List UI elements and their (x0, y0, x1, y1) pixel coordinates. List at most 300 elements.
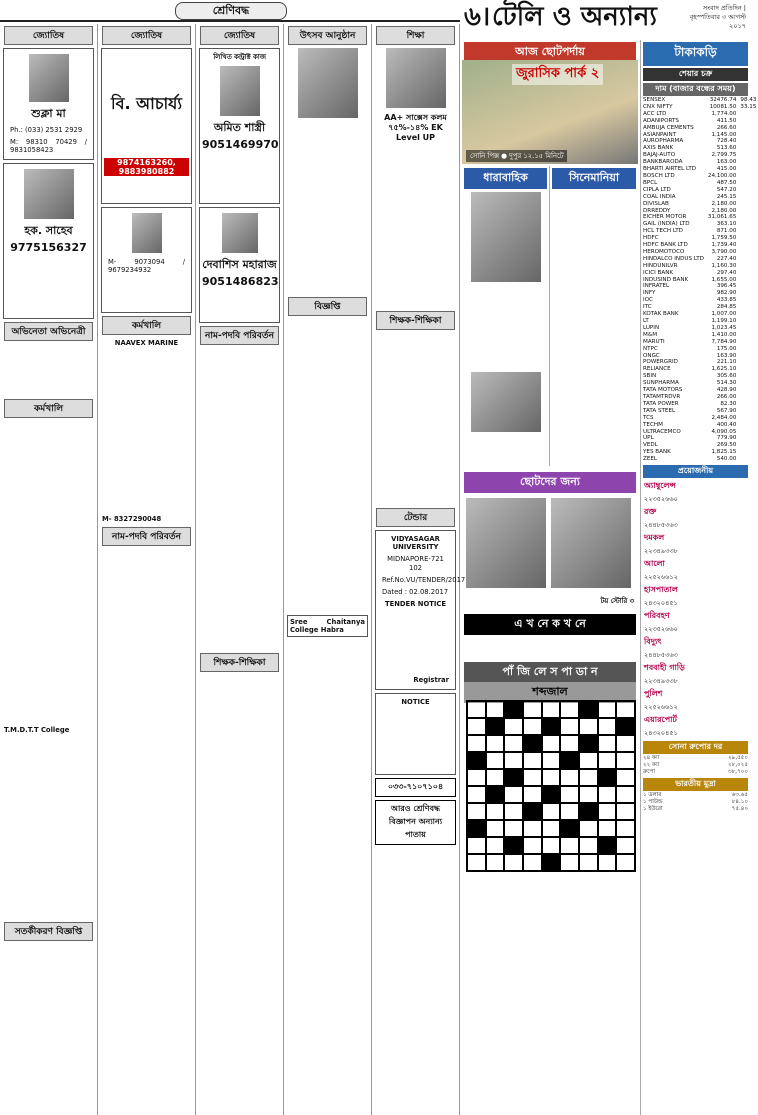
market-heading: শেয়ার চক্র (643, 68, 748, 81)
gold-row (641, 762, 750, 769)
kids-heading: ছোটদের জন্য (464, 472, 636, 493)
stock-row-cell: 982.90 (716, 290, 737, 297)
stock-row-cell: TECHM (643, 421, 663, 428)
stock-row-cell (738, 325, 758, 332)
currency-row (641, 792, 750, 799)
stock-row-cell: COAL INDIA (643, 193, 676, 200)
stock-row-cell: 32476.74 (709, 97, 737, 103)
stock-row-cell: 1,023.45 (711, 324, 737, 331)
notice-body (284, 318, 371, 612)
stock-row-cell: 2,484.00 (711, 414, 737, 421)
stock-row-cell (738, 145, 758, 152)
stock-row-cell: 1,160.30 (711, 262, 737, 269)
astrologer-photo-3 (220, 66, 260, 116)
stock-row (641, 235, 758, 242)
stock-row (641, 125, 758, 132)
stock-row-cell: 227.40 (716, 255, 737, 262)
stock-row-cell (738, 422, 758, 429)
stock-row (641, 449, 758, 456)
stock-row-cell: YES BANK (643, 449, 671, 456)
stock-row (641, 118, 758, 125)
stock-row-cell: 1,410.00 (711, 331, 737, 338)
crossword-grid (466, 700, 636, 872)
gold-row-cell: রুপো (643, 768, 655, 775)
stock-row-cell: 400.40 (716, 421, 737, 428)
section-title: শ্রেণিবদ্ধ (175, 2, 287, 20)
written-contract: লিখিত কন্ট্রাক্ট কাজ (213, 53, 266, 61)
currency-heading: ভারতীয় মুদ্রা (643, 778, 748, 791)
astro-ad-1 (3, 48, 94, 160)
stock-row-cell: 305.60 (716, 373, 737, 380)
stock-row-cell (738, 242, 758, 249)
stock-row-cell: VEDL (643, 442, 658, 449)
stock-row-cell: TATA MOTORS (643, 387, 683, 394)
jobs-heading-2: কর্মখালি (102, 316, 191, 335)
notice-heading: বিজ্ঞপ্তি (288, 297, 367, 316)
stock-row-cell (738, 449, 758, 456)
stock-row-cell: AXIS BANK (643, 145, 674, 152)
stock-row-cell (738, 442, 758, 449)
stock-row-cell: 10081.50 (709, 103, 737, 110)
cinema-heading: সিনেমানিয়া (552, 168, 636, 189)
stock-row-cell: AMBUJA CEMENTS (643, 124, 694, 131)
stock-row-cell: RELIANCE (643, 366, 671, 373)
useful-phone: ২৪৪৮৫৩৬৩ (644, 521, 678, 530)
now-heading: এ খ নে ক খ নে (464, 614, 636, 635)
stock-row-cell: LUPIN (643, 324, 660, 331)
stock-row (641, 256, 758, 263)
stock-row-cell (738, 138, 758, 145)
stock-row (641, 415, 758, 422)
serial-listing (462, 285, 549, 369)
page-title: টেলি ও অন্যান্য (492, 2, 657, 32)
astrologer-photo (29, 54, 69, 102)
gold-row (641, 755, 750, 762)
stock-row-cell: 245.15 (716, 193, 737, 200)
stock-row-cell: CIPLA LTD (643, 186, 671, 193)
stock-row-cell: 513.60 (716, 145, 737, 152)
column-2 (98, 24, 196, 1115)
naavex-phone: M- 8327290048 (102, 515, 162, 524)
education-promo: AA+ সাক্সেস কলম ৭৫%-১৪% EK Level UP (384, 113, 447, 142)
movie-title: জুরাসিক পার্ক ২ (512, 64, 603, 85)
tender-notice-body (378, 610, 453, 674)
ad2-name: হক. সাহেব (24, 223, 73, 237)
useful-category: হাসপাতাল (644, 585, 678, 595)
useful-category: রক্ত (644, 507, 657, 517)
jyotish-heading-3: জ্যোতিষ (200, 26, 279, 45)
column-4 (284, 24, 372, 1115)
stock-row-cell: 540.00 (716, 456, 737, 463)
astro-ad-debashis (199, 207, 280, 323)
stock-row (641, 290, 758, 297)
stock-row (641, 187, 758, 194)
stock-row (641, 359, 758, 366)
astro-ad-2 (3, 163, 94, 319)
astrologer-photo-2 (132, 213, 162, 253)
stock-row-cell (738, 297, 758, 304)
jyotish-heading-2: জ্যোতিষ (102, 26, 191, 45)
actors-body (0, 343, 97, 397)
stock-row-cell (738, 283, 758, 290)
kids-photo-1 (466, 498, 546, 588)
gold-row-cell: ২৪ ক্যা (643, 755, 660, 762)
stock-row-cell: 396.45 (716, 283, 737, 290)
stock-row-cell (738, 173, 758, 180)
gold-row-cell: ২৮,০২৫ (728, 761, 748, 768)
tender-date: Dated : 02.08.2017 (382, 588, 449, 597)
stock-row-cell: 728.40 (716, 138, 737, 145)
gold-row-cell: ২৯,৫৫০ (728, 755, 748, 762)
stock-row-cell: 363.10 (716, 221, 737, 228)
stock-row-cell: 297.40 (716, 269, 737, 276)
name-change-body-3 (196, 347, 283, 651)
astro-ad-2b (101, 207, 192, 313)
stock-row (641, 270, 758, 277)
stock-row (641, 456, 758, 463)
date-line: সংবাদ প্রতিদিন | বৃহস্পতিবার ৩ আগস্ট ২০১৭ (689, 4, 746, 30)
education-body (372, 145, 459, 309)
stock-row-cell (738, 359, 758, 366)
currency-row (641, 799, 750, 806)
stock-row-cell (738, 366, 758, 373)
serial-heading: ধারাবাহিক (464, 168, 547, 189)
stock-row-cell: 547.20 (716, 186, 737, 193)
useful-heading: প্রয়োজনীয় (643, 465, 748, 478)
stock-row-cell: 163.90 (716, 352, 737, 359)
stock-row (641, 201, 758, 208)
stock-row-cell: 779.90 (716, 435, 737, 442)
stock-row-cell (738, 187, 758, 194)
stock-row (641, 208, 758, 215)
useful-phone: ২২৩৫২৬৬০ (644, 495, 678, 504)
crossword-heading: পাঁ জি লে স পা ডা ন (464, 662, 636, 683)
stock-row-cell (738, 401, 758, 408)
stock-row-cell (738, 111, 758, 118)
teacher-body-3 (196, 674, 283, 978)
stock-row-cell: ASIANPAINT (643, 131, 677, 138)
teacher-heading-3: শিক্ষক-শিক্ষিকা (200, 653, 279, 672)
cinema-section (550, 166, 638, 466)
stock-row-cell: TATA STEEL (643, 407, 676, 414)
stock-row-cell: SENSEX (643, 97, 666, 103)
stock-row-cell (738, 208, 758, 215)
stock-row-cell (738, 339, 758, 346)
stock-row-cell: 284.85 (716, 304, 737, 311)
stock-row-cell (738, 290, 758, 297)
stock-row (641, 277, 758, 284)
stock-row-cell: BOSCH LTD (643, 172, 675, 179)
stock-row-cell: ICICI BANK (643, 269, 674, 276)
stock-row-cell (738, 373, 758, 380)
stock-row (641, 180, 758, 187)
stock-row (641, 429, 758, 436)
event-heading: উৎসব আনুষ্ঠান (288, 26, 367, 45)
debashis-name: দেবাশিস মহারাজ (202, 258, 277, 271)
stock-row-cell: SUNPHARMA (643, 380, 679, 387)
stock-row-cell (738, 408, 758, 415)
stock-row-cell (738, 263, 758, 270)
stock-row-cell (738, 194, 758, 201)
stock-row-cell: INDUSIND BANK (643, 276, 689, 283)
stock-row-cell: 2,180.00 (711, 207, 737, 214)
college-ad: Sree Chaitanya College Habra (287, 615, 368, 637)
stock-row-cell (738, 221, 758, 228)
sidebar-brand: টাকাকড়ি (643, 42, 748, 66)
stock-row-cell: 487.50 (716, 179, 737, 186)
stock-row (641, 339, 758, 346)
column-5 (372, 24, 466, 1115)
university-tender (375, 530, 466, 690)
stock-row-cell: HCL TECH LTD (643, 228, 683, 235)
currency-table (641, 792, 750, 813)
stock-row-cell: IOC (643, 297, 653, 304)
name-change-heading: নাম-পদবি পরিবর্তন (102, 527, 191, 546)
name-change-heading-3: নাম-পদবি পরিবর্তন (200, 326, 279, 345)
stock-row-cell: CNX NIFTY (643, 103, 673, 110)
stock-row-cell: INFY (643, 290, 656, 297)
stock-row-cell (738, 214, 758, 221)
advertiser-photo (24, 169, 74, 219)
stock-row-cell: 221.10 (716, 359, 737, 366)
stock-row-cell (738, 415, 758, 422)
column-3 (196, 24, 284, 1115)
stock-row-cell: M&M (643, 331, 658, 338)
stock-row-cell: 7,784.90 (711, 338, 737, 345)
stock-row (641, 111, 758, 118)
stock-row-cell: TATA POWER (643, 400, 679, 407)
currency-row-cell: ৬৩.৬৫ (731, 791, 748, 798)
stock-row-cell: DIVISLAB (643, 200, 669, 207)
currency-row-cell: ১ ডলার (643, 791, 662, 798)
today-on-tv (462, 40, 638, 60)
stock-row (641, 332, 758, 339)
crossword-clues (462, 880, 640, 1104)
stock-row (641, 366, 758, 373)
ad2-phone: 9775156327 (10, 240, 87, 254)
stock-row-cell: 266.00 (716, 393, 737, 400)
stock-row-cell (738, 201, 758, 208)
stock-row-cell: 24,100.00 (707, 172, 737, 179)
useful-phone: ২২৩৫২৬৬০ (644, 625, 678, 634)
astro-ad-acharya (101, 48, 192, 204)
classified-header (0, 0, 460, 22)
stock-row-cell: ZEEL (643, 456, 658, 463)
jobs-body (0, 420, 97, 724)
more-classifieds: আরও শ্রেণিবদ্ধ বিজ্ঞাপন অন্যান্য পাতায় (375, 800, 456, 845)
currency-row-cell: ১ ইউরো (643, 805, 663, 812)
ad-phone-2: M- 9073094 / 9679234932 (108, 258, 185, 275)
stock-row-cell: DRREDDY (643, 207, 671, 214)
shabdajaal-heading: শব্দজাল (464, 682, 636, 703)
useful-category: শববাহী গাড়ি (644, 663, 685, 673)
cinema-listing (550, 191, 638, 485)
classified-phone-ad: ০৩৩-৭১০৭১০৪ (375, 778, 456, 797)
toy-story: টয় স্টোরি ৩ (600, 597, 634, 605)
stock-row (641, 394, 758, 401)
stock-row-cell: 1,739.40 (711, 242, 737, 249)
useful-phone: ২৪৪৮৫৩৬৩ (644, 651, 678, 660)
name-change-body (98, 548, 195, 992)
stock-row (641, 311, 758, 318)
jyotish-heading: জ্যোতিষ (4, 26, 93, 45)
stock-row (641, 104, 758, 111)
column-1 (0, 24, 98, 1115)
stock-row-cell (738, 394, 758, 401)
useful-phone: ২২৩৪৯৩৩৮ (644, 547, 678, 556)
stock-row (641, 373, 758, 380)
stock-row-cell: GAIL (INDIA) LTD (643, 221, 690, 228)
stock-row-cell: HDFC BANK LTD (643, 242, 688, 249)
stock-row-cell: ULTRACEMCO (643, 428, 681, 435)
stock-row-cell: 1,625.10 (711, 366, 737, 373)
stock-row-cell: BANKBARODA (643, 159, 683, 166)
stock-row (641, 242, 758, 249)
stock-row-cell: 2,799.75 (711, 152, 737, 159)
stock-row-cell: TATAMTRDVR (643, 393, 681, 400)
stock-row-cell (738, 249, 758, 256)
stock-row (641, 249, 758, 256)
acharya-brand: বি. আচার্য্য (111, 94, 182, 113)
stock-row (641, 401, 758, 408)
stock-row-cell: HINDALCO INDUS LTD (643, 255, 704, 262)
useful-category: পুলিশ (644, 689, 663, 699)
stock-row-cell: 269.50 (716, 442, 737, 449)
useful-category: এয়ারপোর্ট (644, 715, 677, 725)
stock-row-cell: EICHER MOTOR (643, 214, 687, 221)
stock-row-cell: 175.00 (716, 345, 737, 352)
stock-row (641, 263, 758, 270)
serial-photo (471, 192, 541, 282)
stock-row-cell: 1,007.00 (711, 311, 737, 318)
education-heading: শিক্ষা (376, 26, 455, 45)
stock-row-cell: SBIN (643, 373, 657, 380)
stock-row-cell: UPL (643, 435, 654, 442)
useful-category: পরিবহণ (644, 611, 670, 621)
serial-section (462, 166, 550, 466)
useful-phone: ২২৫২৬৬১২ (644, 703, 678, 712)
stock-row-cell: 415.00 (716, 166, 737, 173)
stock-row-cell: 266.60 (716, 124, 737, 131)
stock-row-cell: 82.30 (720, 400, 737, 407)
stock-row (641, 318, 758, 325)
college-body (284, 640, 371, 844)
stock-row-cell (738, 256, 758, 263)
stock-row (641, 387, 758, 394)
stock-row (641, 194, 758, 201)
useful-phone: ২২৫২৬৬১২ (644, 573, 678, 582)
finance-sidebar (640, 40, 757, 1115)
stock-row-cell: ADANIPORTS (643, 117, 679, 124)
stock-row (641, 132, 758, 139)
kids-photo-2 (551, 498, 631, 588)
tender-ref: Ref.No.VU/TENDER/2017 (382, 575, 466, 584)
stock-row-cell: 163.00 (716, 159, 737, 166)
misc-ads (0, 736, 97, 920)
movie-time: সোনি পিক্স ● দুপুর ১২.১৫ মিনিটে (466, 150, 567, 162)
serial-photo-2 (471, 372, 541, 432)
gold-row (641, 769, 750, 776)
astro-ad-amit (199, 48, 280, 204)
actors-heading: অভিনেতা অভিনেত্রী (4, 322, 93, 341)
useful-category: আলো (644, 559, 665, 569)
stock-row-cell: 428.90 (716, 387, 737, 394)
stock-row-cell: 1,199.10 (711, 318, 737, 324)
price-heading: দাম (বাজার বন্ধের সময়) (643, 83, 748, 96)
now-section (462, 612, 638, 658)
event-photo (298, 48, 358, 118)
stock-row-cell (738, 346, 758, 353)
stock-row-cell (738, 456, 758, 463)
stock-row-cell (738, 429, 758, 436)
gold-row-cell: ৩৮,৭০০ (728, 768, 748, 775)
astrologer-photo-4 (222, 213, 258, 253)
stock-row-cell: 1,825.15 (711, 449, 737, 456)
stock-row-cell (738, 318, 758, 325)
stock-row-cell: 98.43 (740, 97, 757, 103)
stock-row-cell: 514.30 (716, 380, 737, 387)
currency-row-cell: ৭৫.৪০ (731, 805, 748, 812)
stock-row-cell: BPCL (643, 179, 658, 186)
stock-row-cell: KOTAK BANK (643, 311, 679, 318)
stock-row-cell: 871.00 (716, 228, 737, 235)
notice-2-body (378, 708, 453, 772)
stock-table (641, 97, 758, 463)
jobs-heading: কর্মখালি (4, 399, 93, 418)
page-header (462, 0, 750, 40)
astro-phone: Ph.: (033) 2531 2929 (10, 126, 83, 134)
stock-row-cell: NTPC (643, 345, 658, 352)
stock-row-cell (738, 159, 758, 166)
stock-row (641, 325, 758, 332)
useful-phone: ২২৩৪৯৩৩৮ (644, 677, 678, 686)
stock-row-cell: HDFC (643, 235, 659, 242)
stock-row-cell: HEROMOTOCO (643, 248, 685, 255)
stock-row-cell (738, 380, 758, 387)
stock-row-cell (738, 435, 758, 442)
amit-phone: 9051469970 (202, 138, 279, 152)
useful-category: দমকল (644, 533, 665, 543)
stock-row-cell: LT (643, 318, 649, 324)
registrar: Registrar (413, 676, 449, 685)
warning-notice-heading: সতর্কীকরণ বিজ্ঞপ্তি (4, 922, 93, 941)
stock-row (641, 145, 758, 152)
useful-category: অ্যাম্বুলেন্স (644, 481, 676, 491)
stock-row (641, 152, 758, 159)
stock-row (641, 435, 758, 442)
teacher-heading-5: শিক্ষক-শিক্ষিকা (376, 311, 455, 330)
stock-row (641, 214, 758, 221)
useful-list (641, 479, 750, 739)
stock-row-cell: TCS (643, 414, 654, 421)
stock-row-cell (738, 304, 758, 311)
stock-row (641, 346, 758, 353)
acharya-phone: 9874163260, 9883980882 (104, 158, 189, 176)
stock-row-cell: MARUTI (643, 338, 665, 345)
tender-heading: টেন্ডার (376, 508, 455, 527)
stock-row-cell: 3,790.00 (711, 248, 737, 255)
gold-table (641, 755, 750, 776)
gold-heading: সোনা রুপোর দর (643, 741, 748, 754)
stock-row-cell: 411.50 (716, 117, 737, 124)
event-body (284, 121, 371, 295)
stock-row-cell (738, 180, 758, 187)
teacher-body-5 (372, 332, 459, 506)
stock-row-cell (738, 132, 758, 139)
education-photo (386, 48, 446, 108)
tmdtt-college: T.M.D.T.T College (4, 725, 70, 734)
stock-row-cell: 4,090.05 (711, 428, 737, 435)
